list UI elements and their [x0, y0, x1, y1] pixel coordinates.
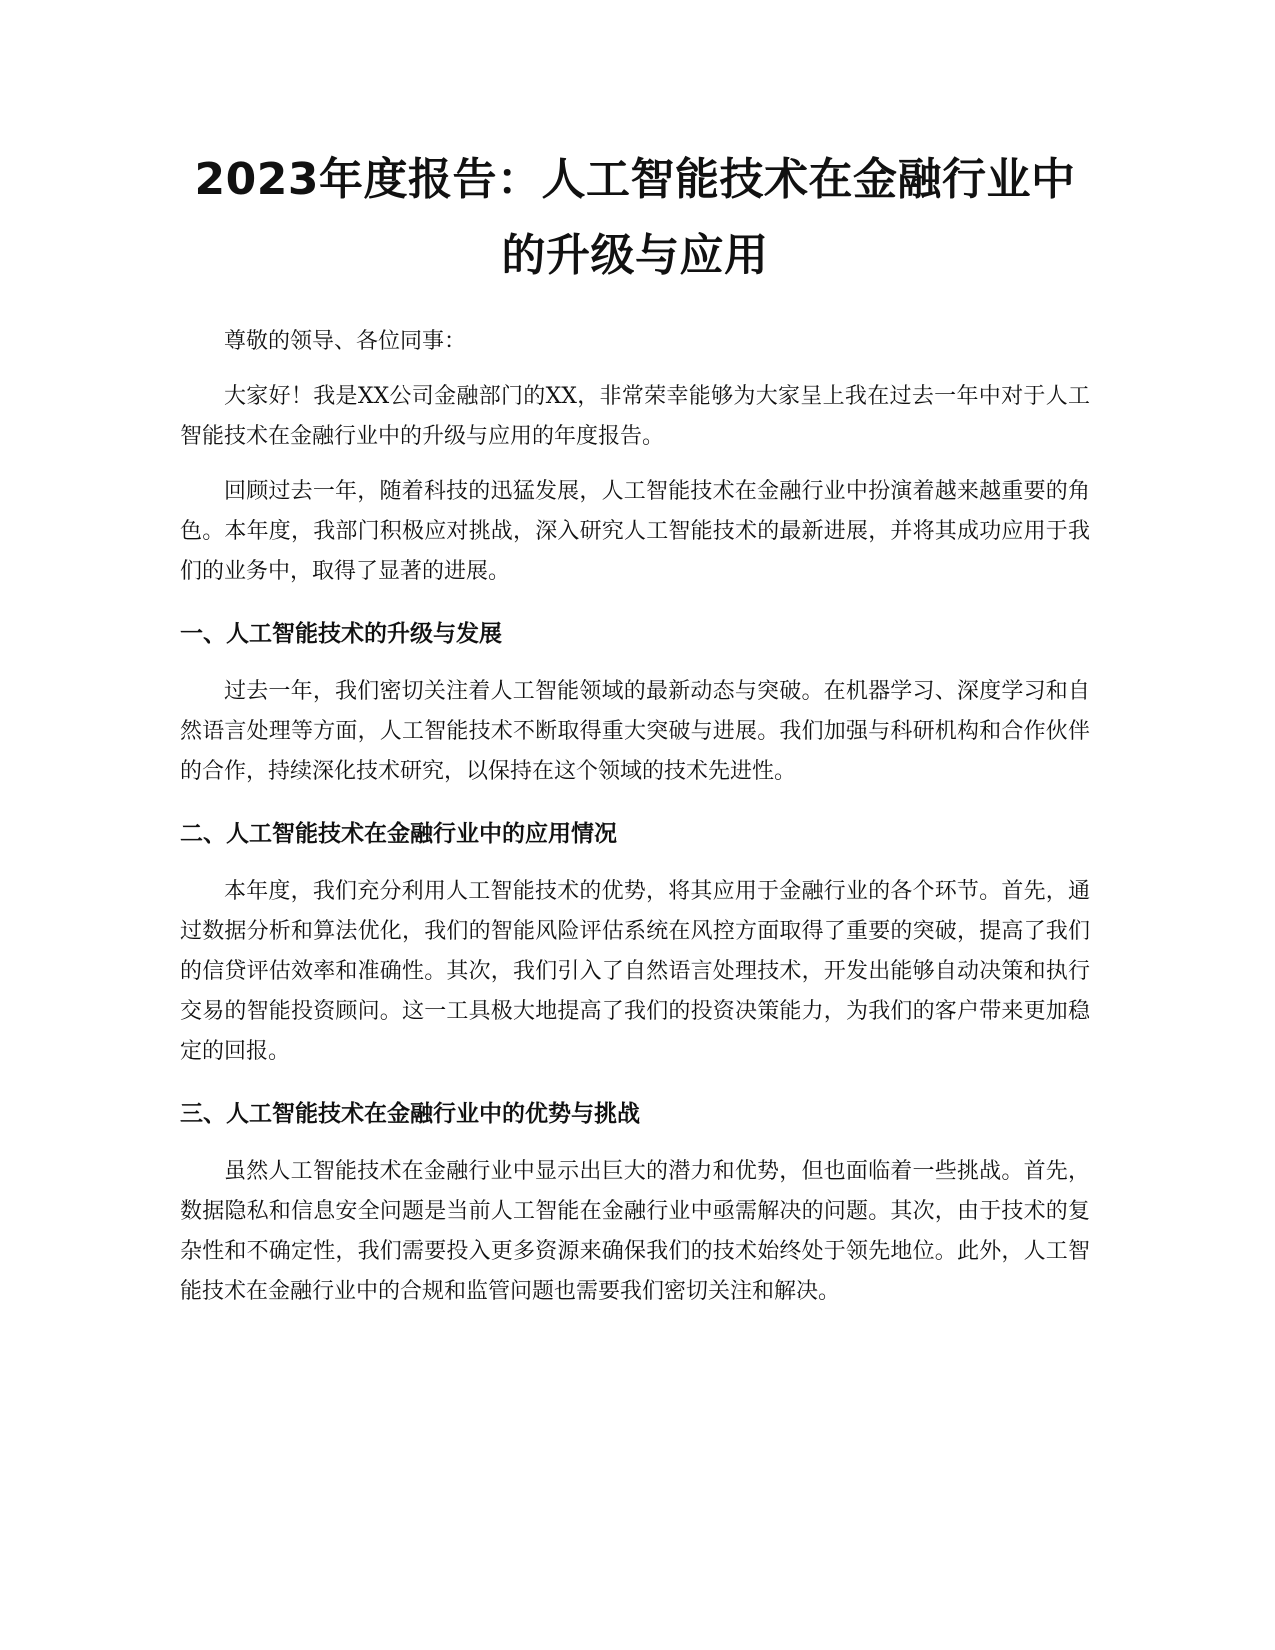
section-body-2: 本年度，我们充分利用人工智能技术的优势，将其应用于金融行业的各个环节。首先，通过数据分析和算法优化，我们的智能风险评估系统在风控方面取得了重要的突破，提高了我们的信贷评估效率和准确性。其次，我们引入了自然语言处理技术，开发出能够自动决策和执行交易的智能投资顾问。这一工具极大地提高了我们的投资决策能力，为我们的客户带来更加稳定的回报。	[180, 879, 1090, 1064]
section-heading-3: 三、人工智能技术在金融行业中的优势与挑战	[180, 1101, 640, 1127]
review-paragraph: 回顾过去一年，随着科技的迅猛发展，人工智能技术在金融行业中扮演着越来越重要的角色。本年度，我部门积极应对挑战，深入研究人工智能技术的最新进展，并将其成功应用于我们的业务中，取得了显著的进展。	[180, 479, 1090, 584]
section-heading-1: 一、人工智能技术的升级与发展	[180, 621, 502, 647]
document-title	[180, 142, 1090, 294]
title-line-1: 2023年度报告：人工智能技术在金融行业中	[194, 154, 1076, 205]
title-line-2: 的升级与应用	[501, 230, 769, 281]
section-body-1: 过去一年，我们密切关注着人工智能领域的最新动态与突破。在机器学习、深度学习和自然语言处理等方面，人工智能技术不断取得重大突破与进展。我们加强与科研机构和合作伙伴的合作，持续深化技术研究，以保持在这个领域的技术先进性。	[180, 679, 1090, 784]
document-page	[180, 142, 1090, 1327]
greeting-paragraph: 尊敬的领导、各位同事：	[224, 329, 467, 354]
section-body-3: 虽然人工智能技术在金融行业中显示出巨大的潜力和优势，但也面临着一些挑战。首先，数据隐私和信息安全问题是当前人工智能在金融行业中亟需解决的问题。其次，由于技术的复杂性和不确定性，我们需要投入更多资源来确保我们的技术始终处于领先地位。此外，人工智能技术在金融行业中的合规和监管问题也需要我们密切关注和解决。	[180, 1159, 1090, 1304]
intro-paragraph: 大家好！我是XX公司金融部门的XX，非常荣幸能够为大家呈上我在过去一年中对于人工智能技术在金融行业中的升级与应用的年度报告。	[180, 384, 1090, 449]
section-heading-2: 二、人工智能技术在金融行业中的应用情况	[180, 821, 617, 847]
